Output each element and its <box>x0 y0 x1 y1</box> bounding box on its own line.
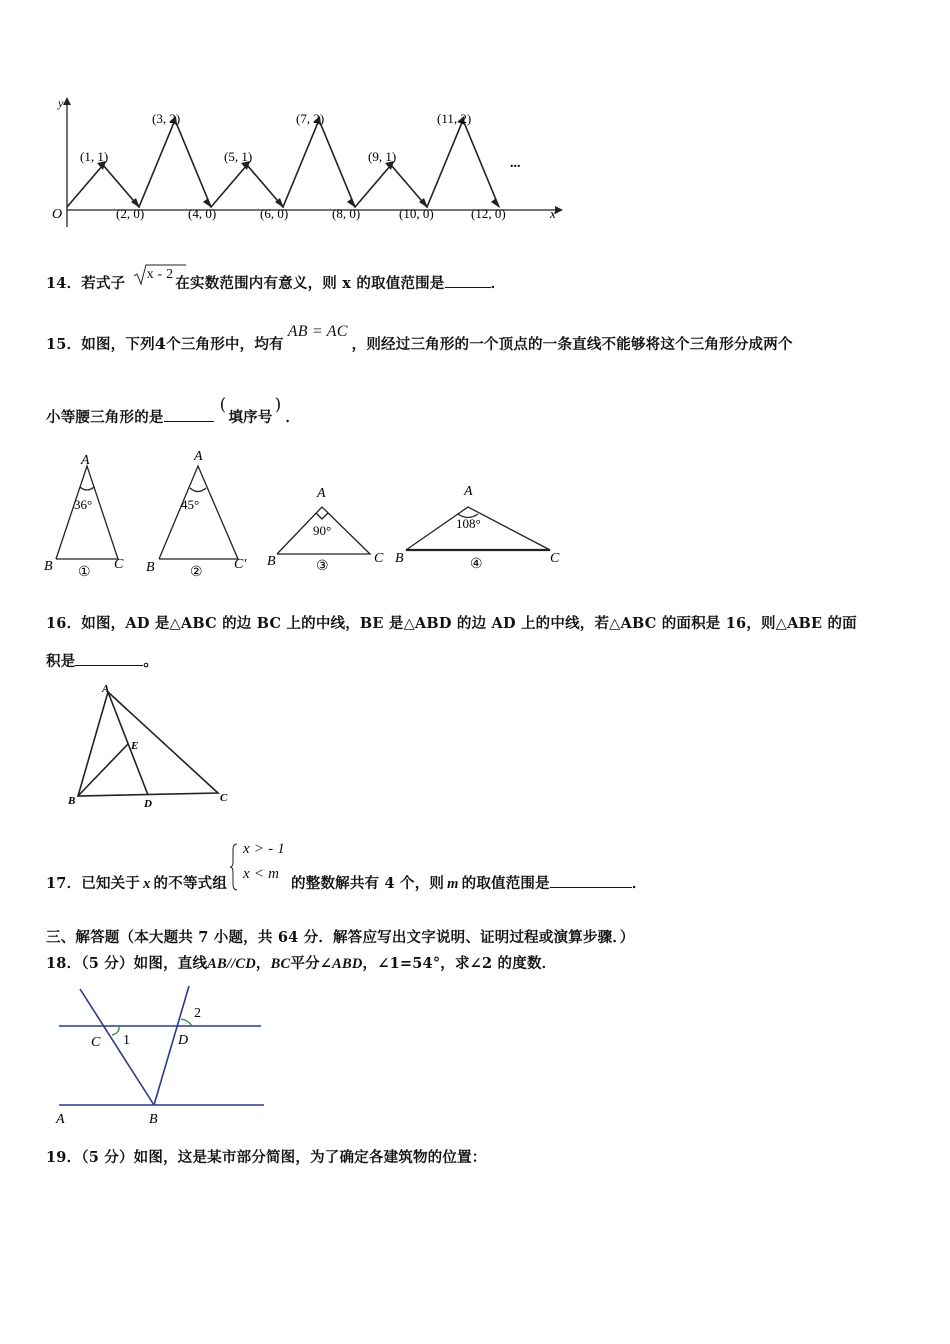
end-mark: 。 <box>143 653 159 670</box>
point-label: B <box>149 1112 158 1127</box>
question-text: 若式子 <box>81 275 126 292</box>
question-14 <box>46 267 506 293</box>
score: （5 分） <box>81 955 134 972</box>
axis-point-label: (4, 0) <box>188 206 217 221</box>
question-text: 如图，直线 <box>133 955 208 972</box>
figure-number: ② <box>190 565 203 580</box>
vertex-label: B <box>44 559 53 574</box>
question-15-line-1 <box>46 323 793 354</box>
end-mark: ． <box>285 409 301 426</box>
axis-point-label: (2, 0) <box>116 206 145 221</box>
math-abd: ABD <box>332 956 363 972</box>
triangle-abc <box>78 692 218 796</box>
section-title: 三、解答题 <box>46 929 120 946</box>
vertex-label: C <box>550 551 560 566</box>
right-angle-mark <box>316 513 328 519</box>
variable-x: x <box>143 876 151 892</box>
sqrt-expression <box>133 266 174 283</box>
angle-arc <box>190 488 206 492</box>
point-label: A <box>56 1112 65 1127</box>
q15-triangles-figure <box>40 448 580 580</box>
angle-label: 90° <box>313 523 332 538</box>
x-axis-label: x <box>550 206 556 221</box>
angle-label: 1 <box>123 1033 130 1048</box>
left-brace-icon <box>229 842 239 892</box>
question-text: 积是 <box>46 653 76 670</box>
angle-arc <box>80 487 94 490</box>
angle-label: 45° <box>181 497 200 512</box>
triangle-1 <box>56 466 118 559</box>
peak-label: (9, 1) <box>368 149 397 164</box>
question-text: 的取值范围是 <box>461 875 550 892</box>
question-16-line-1 <box>46 612 857 633</box>
figure-number: ④ <box>470 557 483 572</box>
question-16-line-2 <box>46 650 158 671</box>
axis-point-label: (12, 0) <box>471 206 506 221</box>
paren-left: ( <box>219 395 227 415</box>
question-number: 15． <box>46 336 82 353</box>
peak-label: (11, 2) <box>437 111 472 126</box>
question-number: 16． <box>46 615 82 632</box>
score: （5 分） <box>81 1149 134 1166</box>
vertex-label: D <box>144 798 152 810</box>
question-number: 17． <box>46 875 82 892</box>
radical-sign-icon <box>133 263 187 287</box>
zigzag-path <box>67 120 499 207</box>
y-axis-label: y <box>58 96 64 110</box>
point-label: D <box>178 1033 189 1048</box>
vertex-label: A <box>102 683 110 695</box>
question-18 <box>46 952 556 973</box>
vertex-label: C <box>220 792 228 804</box>
answer-blank[interactable] <box>445 287 491 288</box>
question-19 <box>46 1146 486 1167</box>
vertex-label: C <box>374 551 384 566</box>
question-text: 已知关于 <box>81 875 141 892</box>
question-number: 14． <box>46 275 82 292</box>
question-text: 如图，下列 <box>81 336 155 353</box>
end-mark: ． <box>631 875 647 892</box>
question-17 <box>46 841 647 893</box>
ellipsis: ... <box>510 156 521 171</box>
angle-1-arc <box>112 1026 119 1035</box>
angle-2-arc <box>181 1019 192 1026</box>
punctuation: ， <box>255 955 271 972</box>
hint-text: 填序号 <box>228 409 273 426</box>
triangle-2 <box>159 466 238 559</box>
vertex-label: C' <box>234 557 247 572</box>
peak-label: (5, 1) <box>224 149 253 164</box>
question-text: 小等腰三角形的是 <box>46 409 164 426</box>
vertex-label: B <box>146 560 155 575</box>
question-text: 如图，AD 是△ABC 的边 BC 上的中线，BE 是△ABD 的边 AD 上的中线，若△ABC 的面积是 16，则△ABE 的面 <box>81 615 857 632</box>
formula-ab-ac: AB = AC <box>287 323 348 340</box>
question-text: 的不等式组 <box>153 875 228 892</box>
inequality-system <box>231 841 287 888</box>
q18-parallel-lines-figure <box>50 982 275 1127</box>
inequality-1: x > - 1 <box>243 841 285 857</box>
x-axis-arrow <box>555 206 563 214</box>
answer-blank[interactable] <box>164 421 214 422</box>
math-bc: BC <box>270 956 291 972</box>
question-text: 平分∠ <box>290 955 333 972</box>
axis-point-label: (10, 0) <box>399 206 434 221</box>
end-mark: ． <box>490 275 506 292</box>
vertex-label: E <box>131 740 139 752</box>
peak-label: (7, 2) <box>296 111 325 126</box>
vertex-label: A <box>194 449 203 464</box>
answer-blank[interactable] <box>75 665 143 666</box>
axis-point-label: (8, 0) <box>332 206 361 221</box>
y-axis-arrow <box>63 97 71 105</box>
peak-label: (1, 1) <box>80 149 109 164</box>
peak-label: (3, 2) <box>152 111 181 126</box>
question-text: 在实数范围内有意义，则 x 的取值范围是 <box>175 275 445 292</box>
vertex-label: B <box>395 551 404 566</box>
section-note: （本大题共 7 小题，共 64 分．解答应写出文字说明、证明过程或演算步骤．） <box>119 929 635 946</box>
angle-label: 36° <box>74 497 93 512</box>
vertex-label: B <box>68 795 76 807</box>
question-text: 的整数解共有 4 个，则 <box>291 875 445 892</box>
origin-label: O <box>52 207 63 222</box>
angle-label: 108° <box>456 516 481 531</box>
question-number: 18． <box>46 955 82 972</box>
axis-point-label: (6, 0) <box>260 206 289 221</box>
point-label: C <box>91 1035 101 1050</box>
math-ab-parallel-cd: AB//CD <box>207 956 256 972</box>
triangle-count: 4 <box>154 334 167 353</box>
question-text: 个三角形中，均有 <box>166 336 284 353</box>
radicand: x - 2 <box>146 267 174 282</box>
paren-right: ) <box>274 395 282 415</box>
angle-label: 2 <box>194 1006 201 1021</box>
question-15-line-2 <box>46 395 301 427</box>
vertex-label: B <box>267 554 276 569</box>
variable-m: m <box>447 876 459 892</box>
figure-number: ① <box>78 565 91 580</box>
inequality-2: x < m <box>243 866 280 882</box>
question-number: 19． <box>46 1149 82 1166</box>
q16-triangle-figure <box>60 680 250 815</box>
question-text: ，则经过三角形的一个顶点的一条直线不能够将这个三角形分成两个 <box>351 336 793 353</box>
question-text: 如图，这是某市部分简图，为了确定各建筑物的位置： <box>133 1149 487 1166</box>
figure-number: ③ <box>316 559 329 574</box>
median-ad <box>108 692 148 795</box>
question-text: ，∠1=54°，求∠2 的度数． <box>362 955 557 972</box>
zigzag-coordinate-figure <box>40 95 570 230</box>
vertex-label: A <box>317 486 326 501</box>
section-heading <box>46 926 635 947</box>
vertex-label: C <box>114 557 124 572</box>
answer-blank[interactable] <box>550 887 632 888</box>
vertex-label: A <box>81 453 90 468</box>
vertex-label: A <box>464 484 473 499</box>
